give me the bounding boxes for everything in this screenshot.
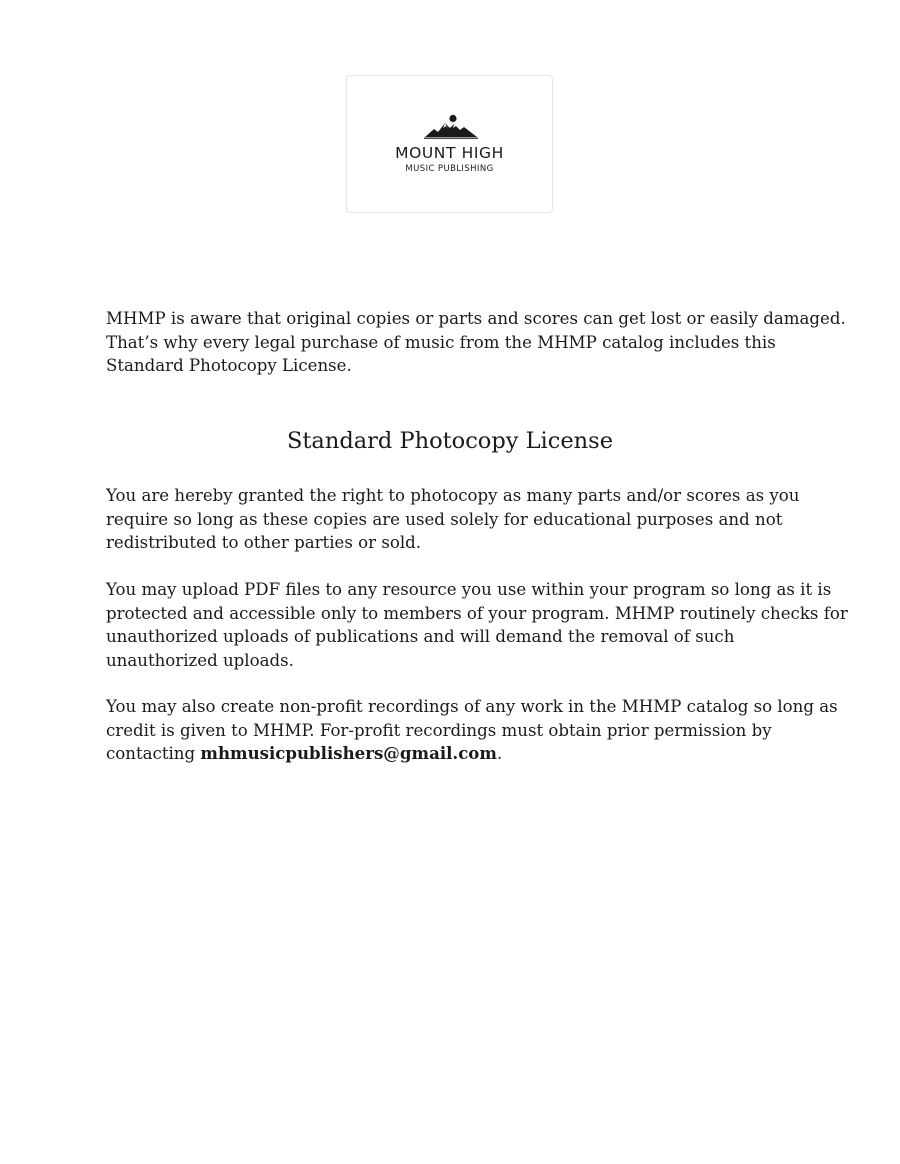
text-line: You are hereby granted the right to photocopy as many parts and/or scores as you	[106, 486, 800, 505]
text-line: unauthorized uploads.	[106, 650, 294, 670]
text-line: That’s why every legal purchase of music from the MHMP catalog includes this	[106, 332, 776, 352]
text-line: credit is given to MHMP. For-profit recordings must obtain prior permission by	[106, 720, 772, 740]
intro-paragraph	[106, 307, 846, 378]
text-line: redistributed to other parties or sold.	[106, 533, 422, 552]
pdf-upload-paragraph	[106, 578, 848, 672]
text-line: unauthorized uploads of publications and will demand the removal of such	[106, 627, 735, 646]
logo-subtitle: MUSIC PUBLISHING	[405, 164, 494, 174]
contact-suffix: .	[496, 744, 503, 763]
text-line: MHMP is aware that original copies or parts and scores can get lost or easily damaged.	[106, 309, 846, 328]
text-line: You may upload PDF files to any resource you use within your program so long as it is	[106, 580, 832, 599]
text-line: protected and accessible only to members of your program. MHMP routinely checks for	[106, 603, 848, 623]
text-line: You may also create non-profit recordings of any work in the MHMP catalog so long as	[106, 697, 838, 716]
contact-email-link[interactable]: mhmusicpublishers@gmail.com	[200, 743, 497, 763]
photocopy-rights-paragraph	[106, 484, 806, 555]
publisher-logo	[346, 75, 553, 213]
contact-line	[106, 742, 806, 766]
contact-prefix: contacting	[106, 744, 201, 763]
text-line: require so long as these copies are used solely for educational purposes and not	[106, 509, 783, 529]
mountain-sun-icon	[424, 114, 478, 140]
license-title: Standard Photocopy License	[286, 428, 614, 454]
logo-title: MOUNT HIGH	[395, 144, 504, 162]
text-line: Standard Photocopy License.	[106, 356, 352, 375]
recordings-paragraph	[106, 695, 838, 766]
